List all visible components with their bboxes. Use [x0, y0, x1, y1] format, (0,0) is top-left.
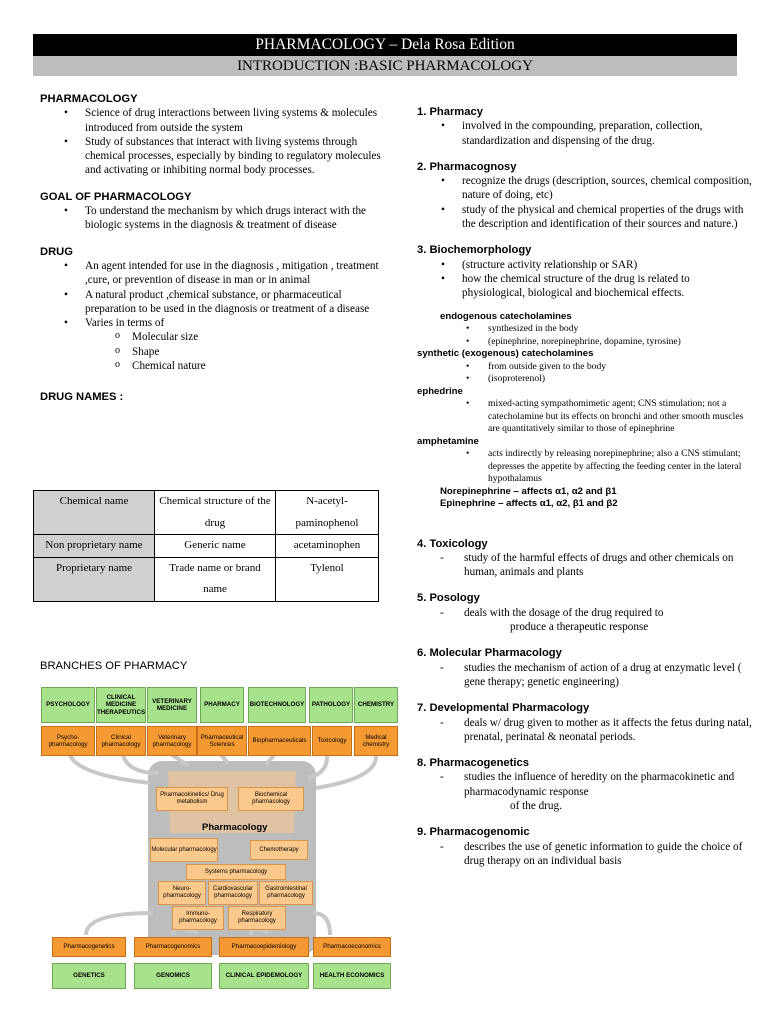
list-item: • synthesized in the body	[488, 323, 755, 336]
list-item: • (structure activity relationship or SAR)	[462, 258, 755, 272]
node-pharmaceutical-sciences: Pharmaceutical Sciences	[197, 726, 247, 756]
section-heading-drug: DRUG	[40, 245, 73, 258]
amphetamine-heading: amphetamine	[417, 435, 479, 447]
pharmacy-bullets	[417, 119, 755, 148]
branch-chemistry: CHEMISTRY	[354, 687, 398, 723]
node-pharmacokinetics: Pharmacokinetics/ Drug metabolism	[156, 787, 228, 811]
list-item: • study of the physical and chemical properties of the drugs with the description and identification of their sources and nature.)	[462, 203, 755, 232]
posology-continued: produce a therapeutic response	[510, 621, 649, 634]
node-respiratory-pharmacology: Respiratory pharmacology	[228, 906, 286, 930]
drug-names-table	[33, 490, 379, 602]
developmental-items	[417, 716, 755, 745]
section-heading-goal: GOAL OF PHARMACOLOGY	[40, 190, 192, 203]
endogenous-bullets	[440, 323, 755, 348]
table-cell: Tylenol	[276, 557, 379, 601]
section-heading-developmental: 7. Developmental Pharmacology	[417, 702, 590, 715]
amphetamine-block	[417, 448, 755, 511]
list-item: • Varies in terms of	[85, 316, 385, 330]
list-item: • An agent intended for use in the diagnosis , mitigation , treatment ,cure, or prevention of disease in man or in animal	[85, 259, 385, 288]
branch-genomics: GENOMICS	[134, 963, 212, 989]
list-item: • acts indirectly by releasing norepinephrine; also a CNS stimulant; depresses the appetite by affecting the feeding center in the lateral hypothalamus	[488, 448, 755, 486]
pharmacogenomic-items	[417, 840, 755, 869]
drug-sub-bullets	[40, 330, 385, 373]
list-item: o Molecular size	[132, 330, 385, 344]
branch-pathology: PATHOLOGY	[309, 687, 353, 723]
section-heading-pharmacogenomic: 9. Pharmacogenomic	[417, 826, 530, 839]
list-item: • mixed-acting sympathomimetic agent; CNS stimulation; not a catecholamine but its effects on bronchi and other smooth muscles are quantitatively similar to those of epinephrine	[488, 398, 755, 436]
node-systems-pharmacology: Systems pharmacology	[186, 864, 286, 880]
section-heading-toxicology: 4. Toxicology	[417, 537, 488, 550]
pharmacology-bullets	[40, 106, 385, 177]
table-row	[34, 557, 379, 601]
branch-health-economics: HEALTH ECONOMICS	[313, 963, 391, 989]
section-heading-posology: 5. Posology	[417, 592, 480, 605]
ephedrine-bullets	[440, 398, 755, 436]
node-pharmacoeconomics: Pharmacoeconomics	[313, 937, 391, 957]
synthetic-heading: synthetic (exogenous) catecholamines	[417, 348, 594, 360]
molecular-items	[417, 661, 755, 690]
list-item: • To understand the mechanism by which drugs interact with the biologic systems in the diagnosis & treatment of disease	[85, 204, 385, 233]
section-heading-pharmacognosy: 2. Pharmacognosy	[417, 160, 517, 173]
node-toxicology: Toxicology	[312, 726, 352, 756]
list-item: • from outside given to the body	[488, 361, 755, 374]
synthetic-block	[417, 361, 755, 386]
table-cell: N-acetyl-paminophenol	[276, 491, 379, 535]
table-cell: Chemical structure of the drug	[155, 491, 276, 535]
table-cell: Proprietary name	[34, 557, 155, 601]
ephedrine-heading: ephedrine	[417, 385, 463, 397]
ephedrine-block	[417, 398, 755, 436]
node-pharmacoepidemiology: Pharmacoepidemiology	[219, 937, 309, 957]
node-pharmacogenetics: Pharmacogenetics	[52, 937, 126, 957]
amphetamine-bullets	[440, 448, 755, 486]
posology-items	[417, 606, 755, 620]
section-heading-pharmacy: 1. Pharmacy	[417, 106, 483, 118]
list-item: - study of the harmful effects of drugs and other chemicals on human, animals and plants	[464, 551, 755, 580]
branch-pharmacy: PHARMACY	[200, 687, 244, 723]
table-row	[34, 491, 379, 535]
branch-clinical-epidemiology: CLINICAL EPIDEMOLOGY	[219, 963, 309, 989]
section-heading-pharmacogenetics: 8. Pharmacogenetics	[417, 757, 529, 770]
branch-clinical-medicine: CLINICAL MEDICINE THERAPEUTICS	[96, 687, 146, 723]
document-subtitle: INTRODUCTION :BASIC PHARMACOLOGY	[33, 56, 737, 76]
synthetic-bullets	[440, 361, 755, 386]
list-item: • recognize the drugs (description, sources, chemical composition, nature of doing, etc)	[462, 174, 755, 203]
catecholamines-block	[417, 311, 755, 349]
list-item: • Science of drug interactions between living systems & molecules introduced from outside the system	[85, 106, 385, 135]
section-heading-molecular: 6. Molecular Pharmacology	[417, 647, 562, 660]
epinephrine-note: Epinephrine – affects α1, α2, β1 and β2	[440, 498, 618, 510]
section-heading-drug-names: DRUG NAMES :	[40, 391, 124, 404]
table-cell: Generic name	[155, 535, 276, 558]
node-immunopharmacology: Immuno-pharmacology	[172, 906, 224, 930]
list-item: - studies the mechanism of action of a drug at enzymatic level ( gene therapy; genetic engineering)	[464, 661, 755, 690]
table-cell: Trade name or brand name	[155, 557, 276, 601]
toxicology-items	[417, 551, 755, 580]
document-title: PHARMACOLOGY – Dela Rosa Edition	[33, 34, 737, 56]
endogenous-heading: endogenous catecholamines	[440, 310, 572, 322]
node-medical-chemistry: Medical chemistry	[354, 726, 398, 756]
list-item: o Shape	[132, 345, 385, 359]
branch-veterinary-medicine: VETERINARY MEDICINE	[147, 687, 197, 723]
section-heading-pharmacology: PHARMACOLOGY	[40, 93, 138, 105]
node-gastrointestinal-pharmacology: Gastrointestinal pharmacology	[259, 881, 313, 905]
pharmacogenetics-items	[417, 770, 755, 799]
section-heading-biochemorphology: 3. Biochemorphology	[417, 244, 532, 257]
node-neuropharmacology: Neuro-pharmacology	[158, 881, 206, 905]
node-pharmacogenomics: Pharmacogenomics	[134, 937, 212, 957]
list-item: - deals with the dosage of the drug required to	[464, 606, 755, 620]
node-biochemical-pharmacology: Biochemical pharmacology	[238, 787, 304, 811]
drug-bullets	[40, 259, 385, 330]
list-item: • (epinephrine, norepinephrine, dopamine, tyrosine)	[488, 336, 755, 349]
list-item: • involved in the compounding, preparation, collection, standardization and dispensing of the drug.	[462, 119, 755, 148]
node-clinical-pharmacology: Clinical pharmacology	[96, 726, 146, 756]
branches-title: BRANCHES OF PHARMACY	[40, 660, 188, 672]
list-item: • how the chemical structure of the drug is related to physiological, biological and biochemical effects.	[462, 272, 755, 301]
table-row	[34, 535, 379, 558]
branches-diagram	[38, 683, 398, 993]
node-psychopharmacology: Psycho-pharmacology	[41, 726, 95, 756]
list-item: • A natural product ,chemical substance, or pharmaceutical preparation to be used in the diagnosis or treatment of a disease	[85, 288, 385, 317]
node-veterinary-pharmacology: Veterinary pharmacology	[147, 726, 197, 756]
branch-genetics: GENETICS	[52, 963, 126, 989]
goal-bullets	[40, 204, 385, 233]
list-item: - describes the use of genetic information to guide the choice of drug therapy on an individual basis	[464, 840, 755, 869]
norepinephrine-note: Norepinephrine – affects α1, α2 and β1	[440, 485, 617, 497]
list-item: • Study of substances that interact with living systems through chemical processes, especially by binding to regulatory molecules and activating or inhibiting normal body processes.	[85, 135, 385, 178]
list-item: o Chemical nature	[132, 359, 385, 373]
node-chemotherapy: Chemotherapy	[250, 840, 308, 860]
node-biopharmaceuticals: Biopharmaceuticals	[248, 726, 311, 756]
branch-biotechnology: BIOTECHNOLOGY	[248, 687, 306, 723]
table-cell: Non proprietary name	[34, 535, 155, 558]
center-pharmacology: Pharmacology	[202, 822, 268, 833]
list-item: • (isoproterenol)	[488, 373, 755, 386]
list-item: - studies the influence of heredity on the pharmacokinetic and pharmacodynamic response	[464, 770, 755, 799]
pharmacognosy-bullets	[417, 174, 755, 231]
list-item: - deals w/ drug given to mother as it affects the fetus during natal, prenatal, perinatal & neonatal periods.	[464, 716, 755, 745]
right-column	[417, 105, 755, 868]
branch-psychology: PSYCHOLOGY	[41, 687, 95, 723]
biochemorphology-bullets	[417, 258, 755, 301]
pharmacogenetics-continued: of the drug.	[510, 800, 562, 813]
table-cell: Chemical name	[34, 491, 155, 535]
left-column	[40, 92, 385, 405]
node-molecular-pharmacology: Molecular pharmacology	[150, 838, 218, 862]
node-cardiovascular-pharmacology: Cardiovascular pharmacology	[208, 881, 258, 905]
table-cell: acetaminophen	[276, 535, 379, 558]
